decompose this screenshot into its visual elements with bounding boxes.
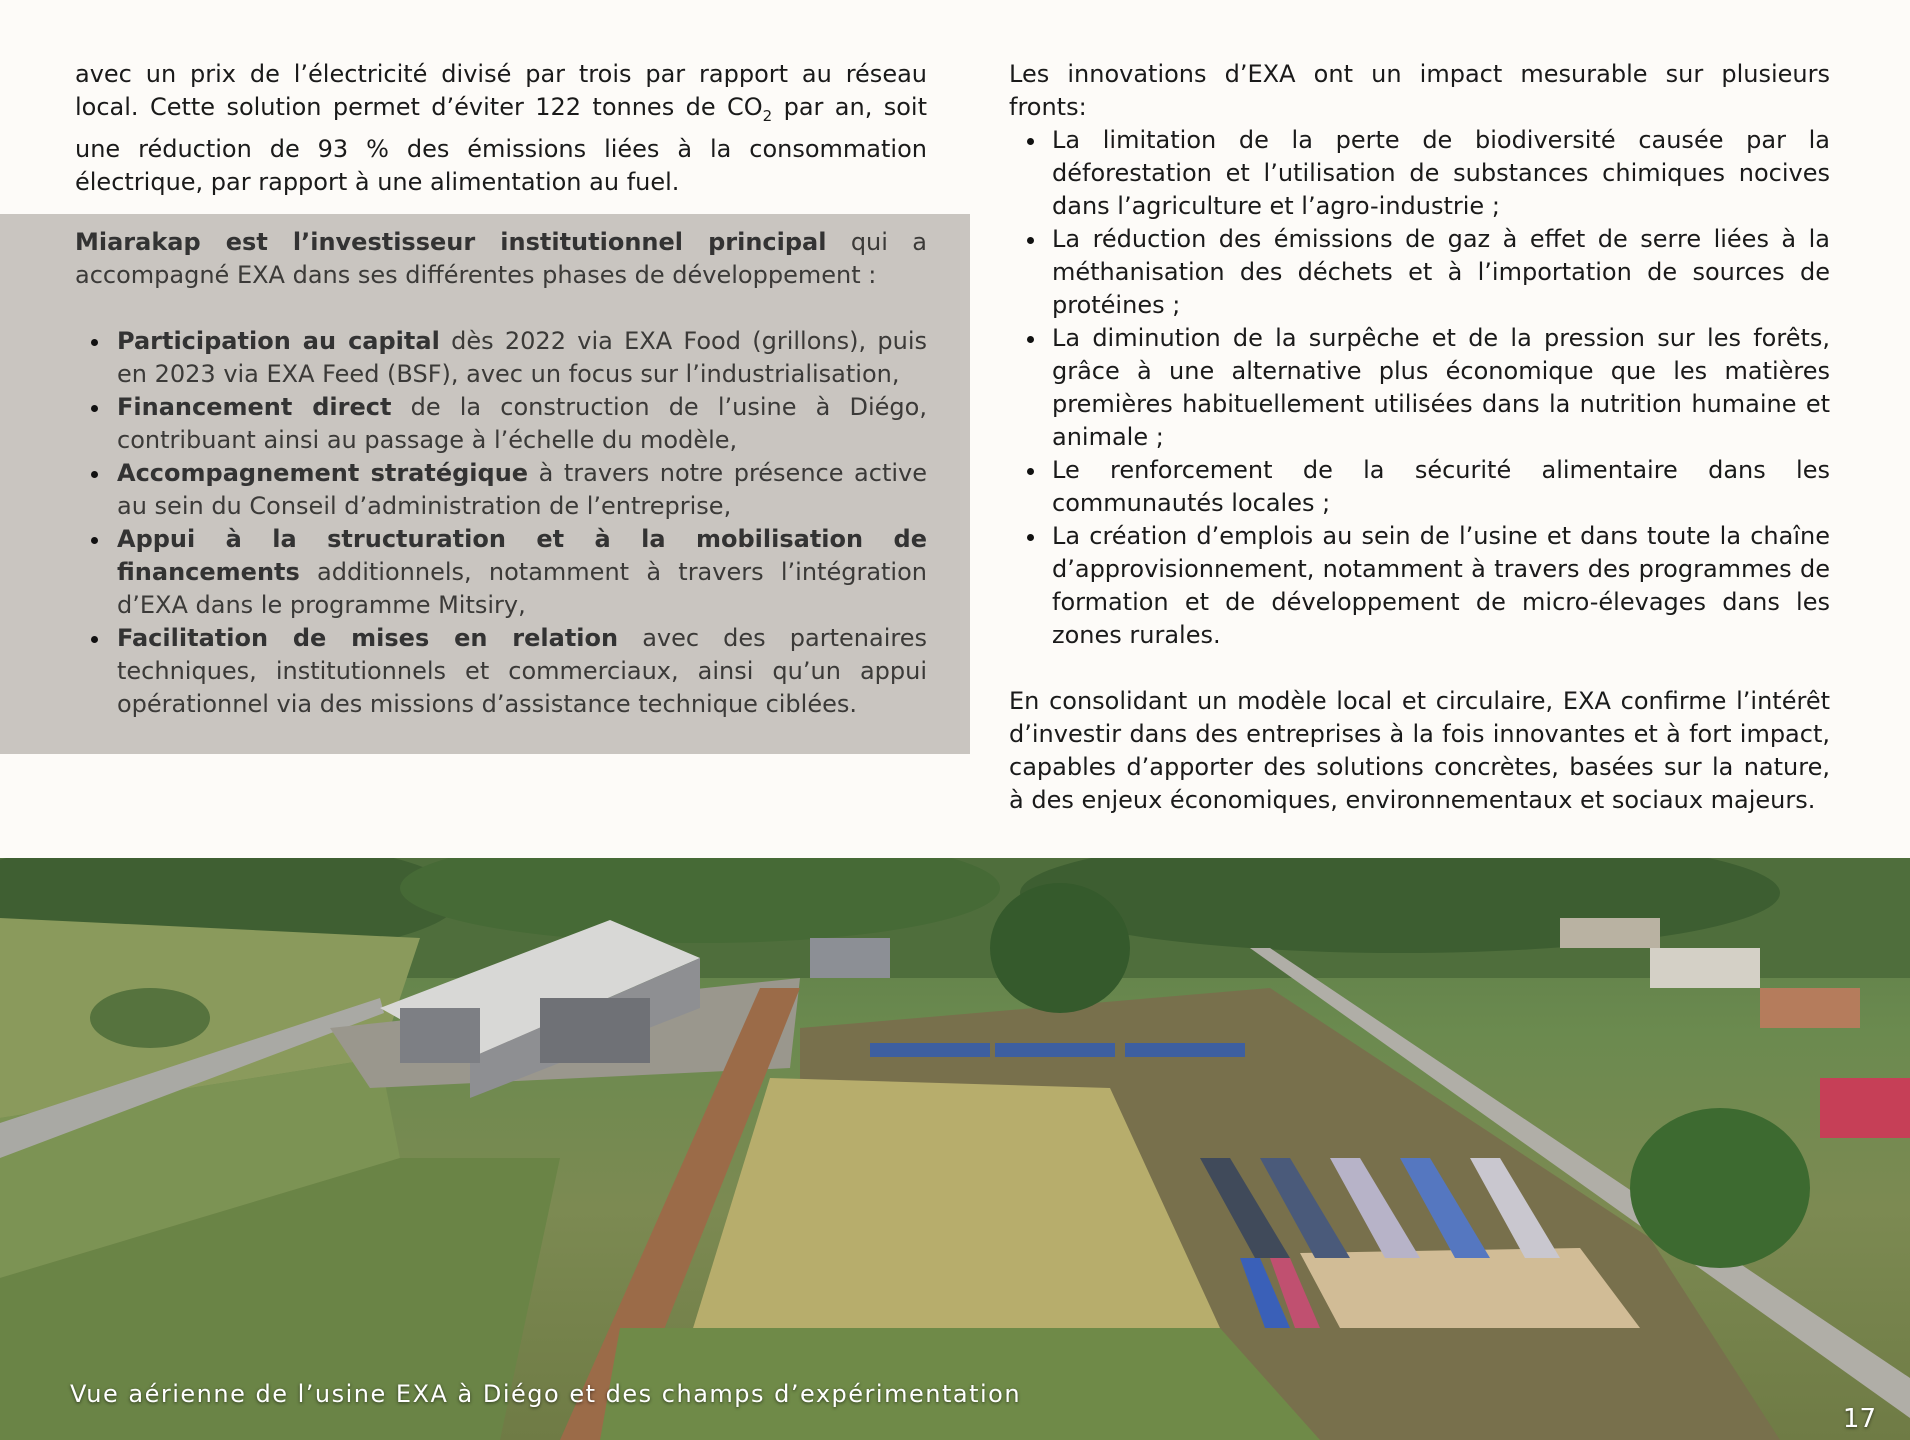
list-item xyxy=(75,457,927,523)
impact-list xyxy=(1009,124,1830,652)
intro-text-a: avec un prix de l’électricité divisé par trois par rapport au réseau local. Cette solution permet d’éviter 122 tonnes de CO xyxy=(75,60,927,121)
miarakap-lead xyxy=(75,226,927,292)
conclusion-paragraph: En consolidant un modèle local et circulaire, EXA confirme l’intérêt d’investir dans des entreprises à la fois innovantes et à fort impact, capables d’apporter des solutions concrètes, basées sur la nature, à des enjeux économiques, environnementaux et sociaux majeurs. xyxy=(1009,687,1830,814)
item-text: avec des partenaires techniques, institutionnels et commerciaux, ainsi qu’un appui opérationnel via des missions d’assistance technique ciblées. xyxy=(117,624,927,718)
aerial-photo xyxy=(0,858,1910,1440)
impact-intro: Les innovations d’EXA ont un impact mesurable sur plusieurs fronts: xyxy=(1009,60,1830,121)
miarakap-lead-bold: Miarakap est l’investisseur institutionnel principal xyxy=(75,228,827,256)
list-item xyxy=(75,523,927,622)
list-item: Le renforcement de la sécurité alimentaire dans les communautés locales ; xyxy=(1009,454,1830,520)
intro-text-b: par an, soit une réduction de 93 % des émissions liées à la consommation électrique, par rapport à une alimentation au fuel. xyxy=(75,93,927,196)
item-bold: Appui à la structuration et à la mobilisation de financements xyxy=(117,525,927,586)
aerial-photo-illustration xyxy=(0,858,1910,1440)
list-item xyxy=(75,391,927,457)
list-item: La diminution de la surpêche et de la pression sur les forêts, grâce à une alternative plus économique que les matières premières habituellement utilisées dans la nutrition humaine et animale ; xyxy=(1009,322,1830,454)
miarakap-list xyxy=(75,325,927,721)
intro-paragraph xyxy=(75,58,927,199)
item-text: à travers notre présence active au sein du Conseil d’administration de l’entreprise, xyxy=(117,459,927,520)
page-number: 17 xyxy=(1842,1404,1876,1434)
item-text: de la construction de l’usine à Diégo, contribuant ainsi au passage à l’échelle du modèle, xyxy=(117,393,927,454)
item-text: additionnels, notamment à travers l’intégration d’EXA dans le programme Mitsiry, xyxy=(117,558,927,619)
left-column xyxy=(75,58,927,199)
item-bold: Participation au capital xyxy=(117,327,440,355)
co2-subscript: 2 xyxy=(762,106,773,125)
miarakap-box xyxy=(0,214,970,754)
right-column xyxy=(1009,58,1830,817)
miarakap-lead-rest: qui a accompagné EXA dans ses différentes phases de développement : xyxy=(75,228,927,289)
list-item xyxy=(75,622,927,721)
miarakap-box-content xyxy=(75,226,927,721)
photo-caption: Vue aérienne de l’usine EXA à Diégo et des champs d’expérimentation xyxy=(70,1380,1022,1408)
item-bold: Facilitation de mises en relation xyxy=(117,624,619,652)
item-bold: Financement direct xyxy=(117,393,392,421)
list-item: La limitation de la perte de biodiversité causée par la déforestation et l’utilisation de substances chimiques nocives dans l’agriculture et l’agro-industrie ; xyxy=(1009,124,1830,223)
list-item xyxy=(75,325,927,391)
list-item: La réduction des émissions de gaz à effet de serre liées à la méthanisation des déchets et à l’importation de sources de protéines ; xyxy=(1009,223,1830,322)
item-bold: Accompagnement stratégique xyxy=(117,459,529,487)
list-item: La création d’emplois au sein de l’usine et dans toute la chaîne d’approvisionnement, notamment à travers des programmes de formation et de développement de micro-élevages dans les zones rurales. xyxy=(1009,520,1830,652)
item-text: dès 2022 via EXA Food (grillons), puis en 2023 via EXA Feed (BSF), avec un focus sur l’industrialisation, xyxy=(117,327,927,388)
